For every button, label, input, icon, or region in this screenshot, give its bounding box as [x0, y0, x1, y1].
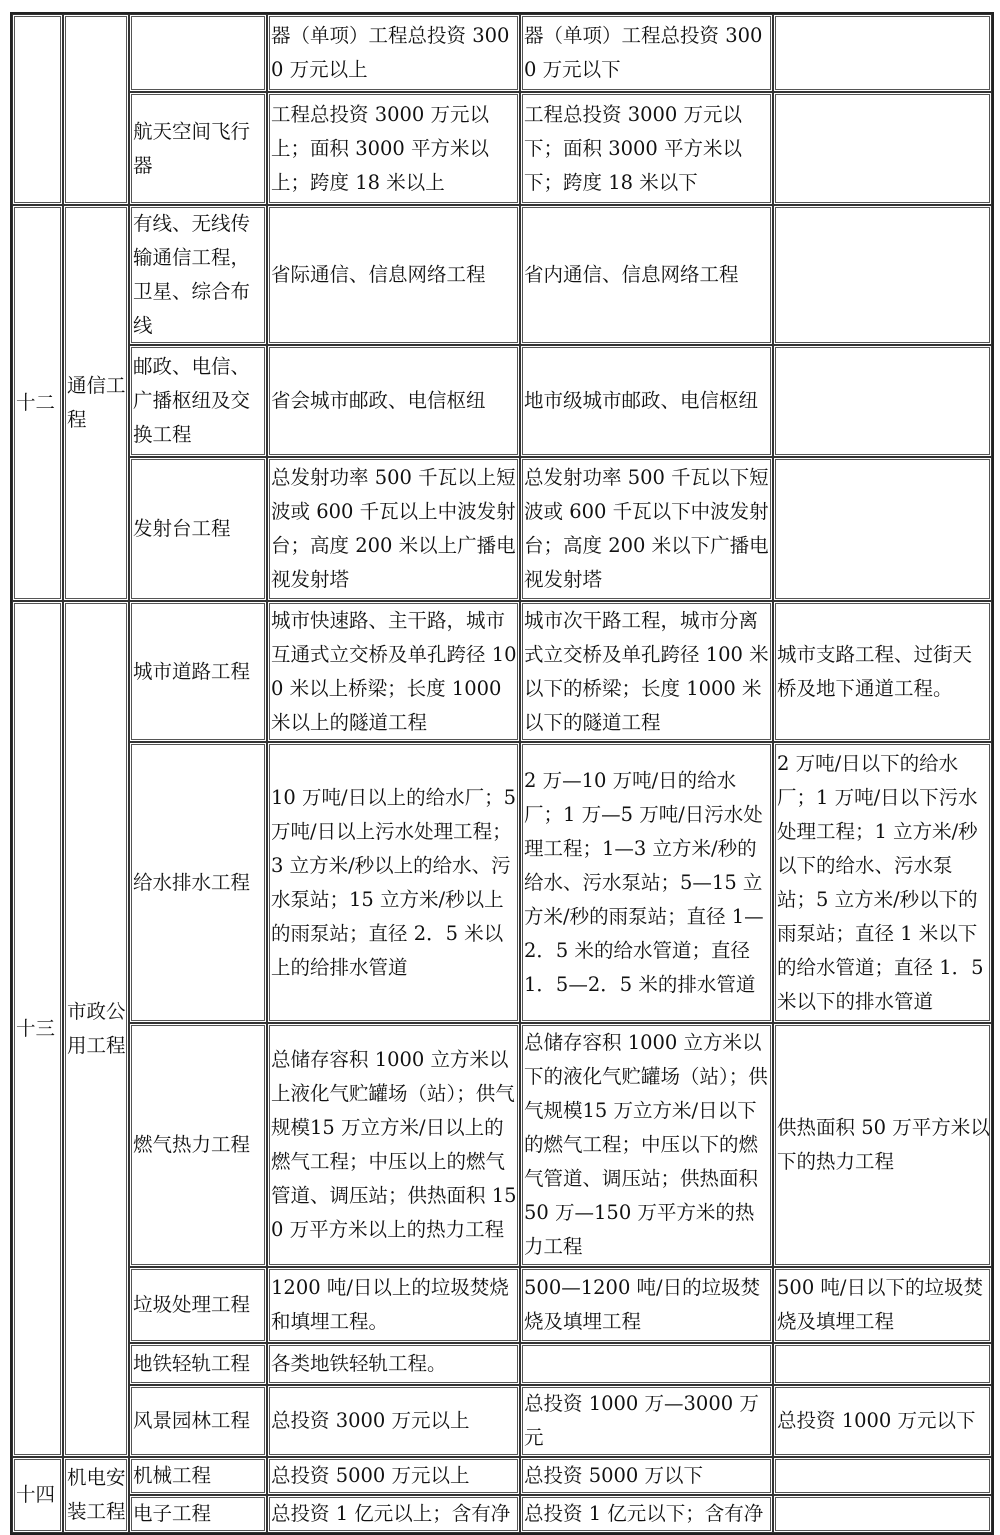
small-scale-cell: 500 吨/日以下的垃圾焚烧及填埋工程	[773, 1267, 992, 1343]
project-name-cell: 邮政、电信、广播枢纽及交换工程	[129, 345, 267, 457]
medium-scale-cell: 器（单项）工程总投资 3000 万元以下	[520, 14, 773, 92]
table-row	[12, 1023, 992, 1267]
small-scale-cell	[773, 92, 992, 205]
table-row	[12, 205, 992, 345]
engineering-scale-table	[10, 12, 994, 1535]
large-scale-cell: 各类地铁轻轨工程。	[267, 1343, 520, 1385]
table-row	[12, 345, 992, 457]
large-scale-cell: 总投资 3000 万元以上	[267, 1385, 520, 1457]
small-scale-cell	[773, 14, 992, 92]
project-name-cell: 地铁轻轨工程	[129, 1343, 267, 1385]
category-number-cell	[12, 14, 63, 205]
large-scale-cell: 工程总投资 3000 万元以上；面积 3000 平方米以上；跨度 18 米以上	[267, 92, 520, 205]
large-scale-cell: 10 万吨/日以上的给水厂；5 万吨/日以上污水处理工程；3 立方米/秒以上的给水、污水泵站；15 立方米/秒以上的雨泵站；直径 2．5 米以上的给排水管道	[267, 742, 520, 1023]
small-scale-cell	[773, 1343, 992, 1385]
category-name-cell: 通信工程	[63, 205, 129, 601]
category-name-cell: 机电安装工程	[63, 1457, 129, 1533]
large-scale-cell: 1200 吨/日以上的垃圾焚烧和填埋工程。	[267, 1267, 520, 1343]
category-name-cell: 市政公用工程	[63, 601, 129, 1457]
large-scale-cell: 总储存容积 1000 立方米以上液化气贮罐场（站）；供气规模15 万立方米/日以上的燃气工程；中压以上的燃气管道、调压站；供热面积 150 万平方米以上的热力工程	[267, 1023, 520, 1267]
table-row	[12, 1267, 992, 1343]
category-number-cell: 十二	[12, 205, 63, 601]
project-name-cell: 有线、无线传输通信工程，卫星、综合布线	[129, 205, 267, 345]
project-name-cell: 给水排水工程	[129, 742, 267, 1023]
project-name-cell: 电子工程	[129, 1495, 267, 1533]
medium-scale-cell: 总发射功率 500 千瓦以下短波或 600 千瓦以下中波发射台；高度 200 米以下广播电视发射塔	[520, 457, 773, 601]
small-scale-cell: 供热面积 50 万平方米以下的热力工程	[773, 1023, 992, 1267]
medium-scale-cell: 500—1200 吨/日的垃圾焚烧及填埋工程	[520, 1267, 773, 1343]
table-row	[12, 1343, 992, 1385]
project-name-cell: 燃气热力工程	[129, 1023, 267, 1267]
small-scale-cell: 2 万吨/日以下的给水厂；1 万吨/日以下污水处理工程；1 立方米/秒以下的给水、污水泵站；5 立方米/秒以下的雨泵站；直径 1 米以下的给水管道；直径 1．5 米以下的排水管道	[773, 742, 992, 1023]
project-name-cell: 航天空间飞行器	[129, 92, 267, 205]
project-name-cell: 城市道路工程	[129, 601, 267, 742]
small-scale-cell	[773, 1457, 992, 1495]
small-scale-cell: 城市支路工程、过街天桥及地下通道工程。	[773, 601, 992, 742]
small-scale-cell	[773, 205, 992, 345]
table-row	[12, 457, 992, 601]
medium-scale-cell: 工程总投资 3000 万元以下；面积 3000 平方米以下；跨度 18 米以下	[520, 92, 773, 205]
large-scale-cell: 器（单项）工程总投资 3000 万元以上	[267, 14, 520, 92]
project-name-cell: 发射台工程	[129, 457, 267, 601]
medium-scale-cell: 2 万—10 万吨/日的给水厂；1 万—5 万吨/日污水处理工程；1—3 立方米/秒的给水、污水泵站；5—15 立方米/秒的雨泵站；直径 1—2．5 米的给水管道；直径 1．5—2．5 米的排水管道	[520, 742, 773, 1023]
large-scale-cell: 总发射功率 500 千瓦以上短波或 600 千瓦以上中波发射台；高度 200 米以上广播电视发射塔	[267, 457, 520, 601]
medium-scale-cell: 总储存容积 1000 立方米以下的液化气贮罐场（站）；供气规模15 万立方米/日以下的燃气工程；中压以下的燃气管道、调压站；供热面积 50 万—150 万平方米的热力工程	[520, 1023, 773, 1267]
medium-scale-cell: 总投资 1000 万—3000 万元	[520, 1385, 773, 1457]
small-scale-cell	[773, 345, 992, 457]
small-scale-cell	[773, 457, 992, 601]
table-row	[12, 1495, 992, 1533]
category-number-cell: 十四	[12, 1457, 63, 1533]
large-scale-cell: 总投资 1 亿元以上；含有净	[267, 1495, 520, 1533]
medium-scale-cell	[520, 1343, 773, 1385]
medium-scale-cell: 省内通信、信息网络工程	[520, 205, 773, 345]
table-row	[12, 92, 992, 205]
project-name-cell: 风景园林工程	[129, 1385, 267, 1457]
category-number-cell: 十三	[12, 601, 63, 1457]
project-name-cell: 垃圾处理工程	[129, 1267, 267, 1343]
table-row	[12, 14, 992, 92]
medium-scale-cell: 总投资 1 亿元以下；含有净	[520, 1495, 773, 1533]
table-row	[12, 742, 992, 1023]
table-row	[12, 601, 992, 742]
small-scale-cell: 总投资 1000 万元以下	[773, 1385, 992, 1457]
medium-scale-cell: 总投资 5000 万以下	[520, 1457, 773, 1495]
large-scale-cell: 省会城市邮政、电信枢纽	[267, 345, 520, 457]
project-name-cell	[129, 14, 267, 92]
table-row	[12, 1457, 992, 1495]
small-scale-cell	[773, 1495, 992, 1533]
large-scale-cell: 总投资 5000 万元以上	[267, 1457, 520, 1495]
project-name-cell: 机械工程	[129, 1457, 267, 1495]
table-row	[12, 1385, 992, 1457]
medium-scale-cell: 地市级城市邮政、电信枢纽	[520, 345, 773, 457]
large-scale-cell: 城市快速路、主干路，城市互通式立交桥及单孔跨径 100 米以上桥梁；长度 1000 米以上的隧道工程	[267, 601, 520, 742]
medium-scale-cell: 城市次干路工程，城市分离式立交桥及单孔跨径 100 米以下的桥梁；长度 1000 米以下的隧道工程	[520, 601, 773, 742]
category-name-cell	[63, 14, 129, 205]
large-scale-cell: 省际通信、信息网络工程	[267, 205, 520, 345]
